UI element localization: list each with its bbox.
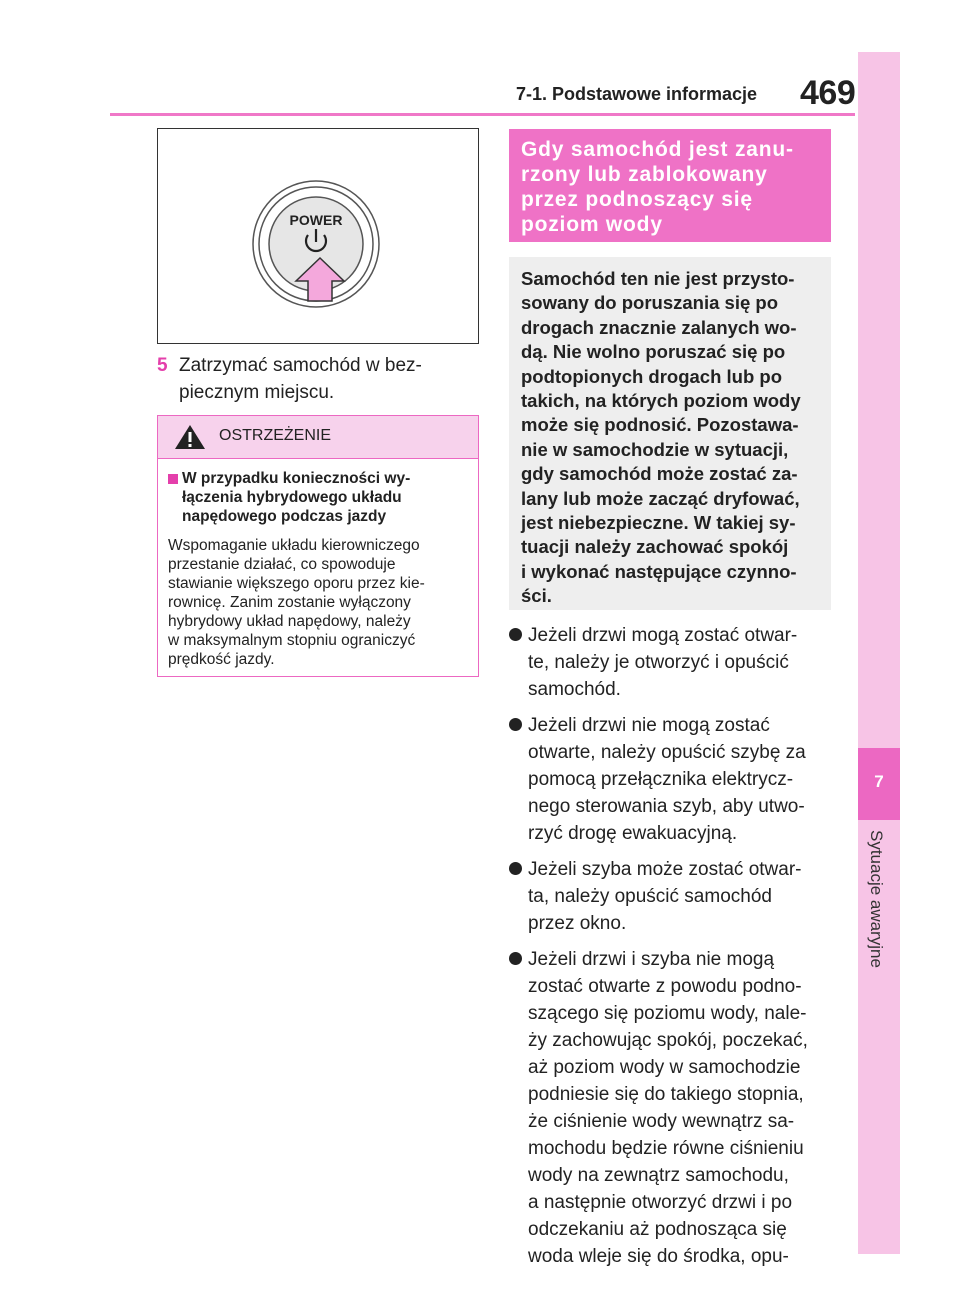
bullet-icon [509,862,522,875]
chapter-number: 7 [874,772,884,791]
square-bullet-icon [168,474,178,484]
chapter-side-tab [858,52,900,1254]
list-item-text: Jeżeli drzwi mogą zostać otwar- te, należy je otworzyć i opuścić samochód. [528,625,798,700]
warning-subheading-text: W przypadku konieczności wy- łączenia hybrydowego układu napędowego podczas jazdy [182,470,411,525]
bullet-icon [509,952,522,965]
list-item [509,712,839,847]
list-item [509,946,839,1270]
warning-header [158,416,478,459]
list-item-text: Jeżeli szyba może zostać otwar- ta, należy opuścić samochód przez okno. [528,859,802,934]
power-button-figure [157,128,479,344]
section-heading: Gdy samochód jest zanu- rzony lub zablokowany przez podnoszący się poziom wody [509,129,831,242]
step-5 [157,352,479,406]
list-item [509,856,839,937]
step-text-line: Zatrzymać samochód w bez- piecznym miejscu. [179,355,422,403]
list-item-text: Jeżeli drzwi nie mogą zostać otwarte, należy opuścić szybę za pomocą przełącznika elektrycz- nego sterowania szyb, aby utwo- rzyć drogę ewakuacyjną. [528,715,806,844]
list-item [509,622,839,703]
bullet-icon [509,718,522,731]
warning-text: Wspomaganie układu kierowniczego przestanie działać, co spowoduje stawianie większego oporu przez kie- rownicę. Zanim zostanie wyłączony hybrydowy układ napędowy, należy w maksymalnym stopniu ograniczyć prędkość jazdy. [168,537,425,668]
step-text [157,352,479,406]
section-title: 7-1. Podstawowe informacje [516,84,758,104]
warning-triangle-icon [174,424,206,450]
instruction-list [509,622,839,1279]
bullet-icon [509,628,522,641]
warning-box [157,415,479,677]
chapter-title: Sytuacje awaryjne [867,830,886,968]
page-number: 469 [800,74,856,112]
warning-subheading [168,469,468,526]
warning-title: OSTRZEŻENIE [219,427,332,444]
intro-box: Samochód ten nie jest przysto- sowany do poruszania się po drogach znacznie zalanych wo- dą. Nie wolno poruszać się po podtopionych drogach lub po takich, na których poziom wody może się podnosić. Pozostawa- nie w samochodzie w sytuacji, gdy samochód może zostać za- lany lub może zacząć dryfować, jest niebezpieczne. W takiej sy- tuacji należy zachować spokój i wykonać następujące czynno- ści. [509,257,831,610]
step-number: 5 [157,355,168,376]
power-button-label: POWER [289,212,343,228]
list-item-text: Jeżeli drzwi i szyba nie mogą zostać otwarte z powodu podno- szącego się poziomu wody, nale- ży zachowując spokój, poczekać, aż poziom wody w samochodzie podniesie się do takiego stopnia, że ciśnienie wody wewnątrz sa- mochodu będzie równe ciśnieniu wody na zewnątrz samochodu, a następnie otworzyć drzwi i po odczekaniu aż podnosząca się woda wleje się do środka, opu- [528,949,808,1267]
warning-body [158,459,478,669]
power-button-illustration [158,129,480,345]
header-divider [110,113,855,116]
